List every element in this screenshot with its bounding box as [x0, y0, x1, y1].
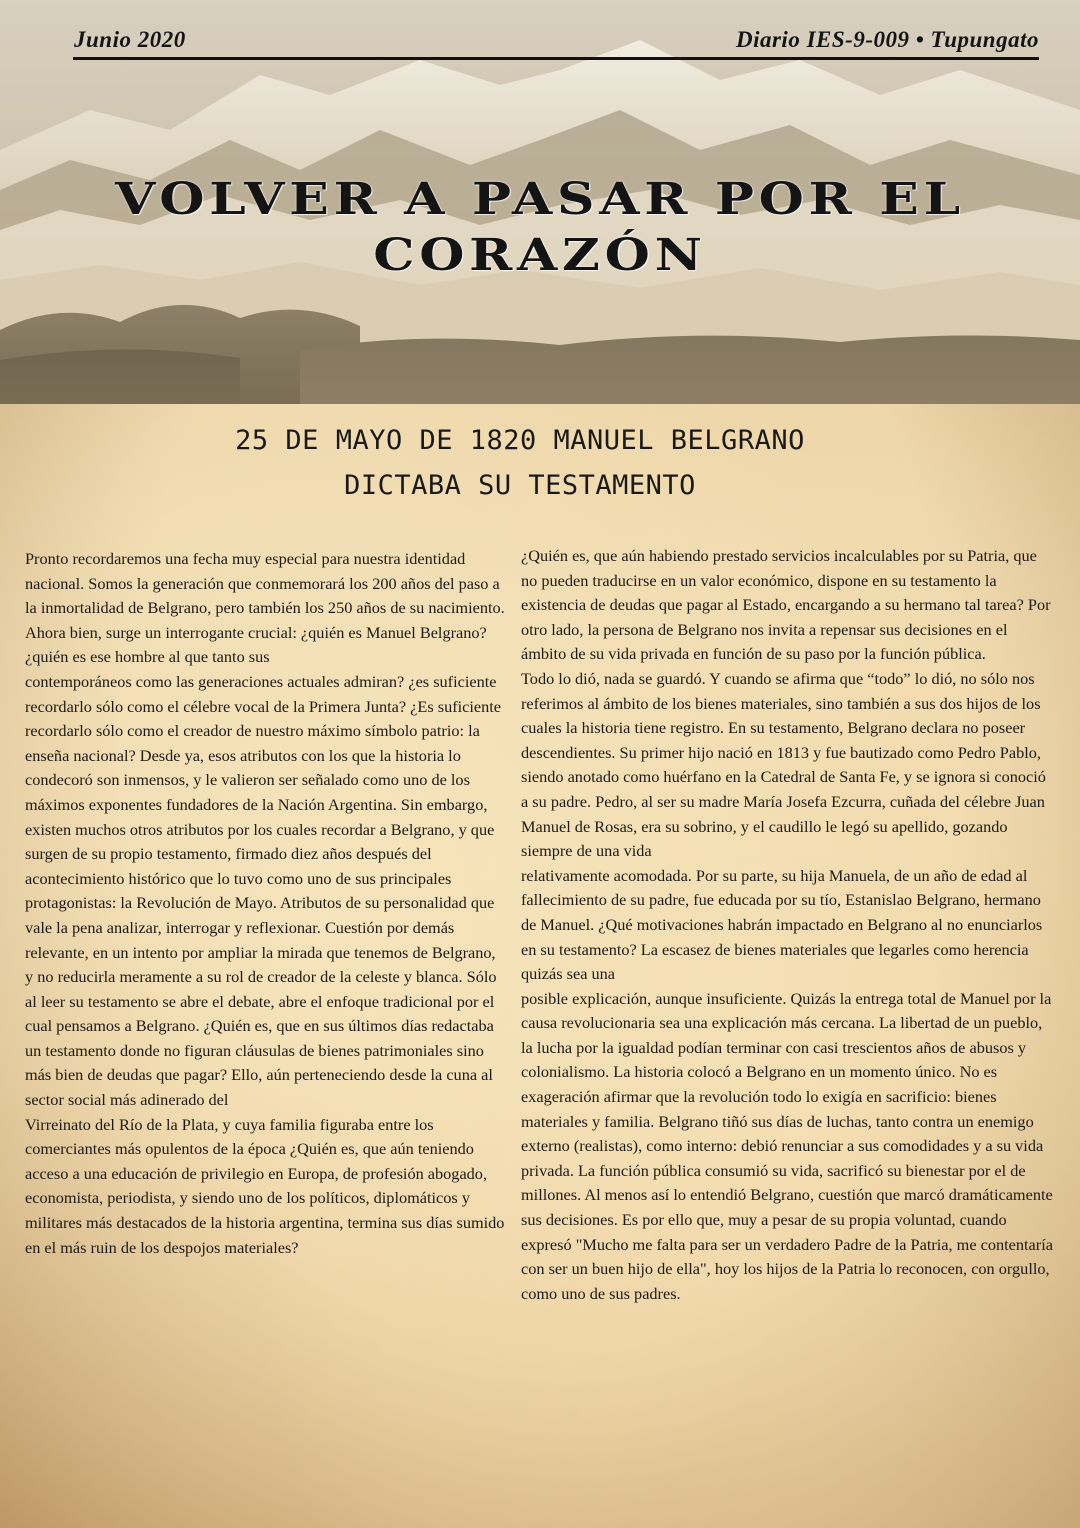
issue-date: Junio 2020: [74, 27, 186, 52]
article-paragraph: relativamente acomodada. Por su parte, su hija Manuela, de un año de edad al fallecimiento de su padre, fue educada por su tío, Estanislao Belgrano, hermano de Manuel. ¿Qué motivaciones habrán impactado en Belgrano al no enunciarlos en su testamento? La escasez de bienes materiales que legarles como herencia quizás sea una: [521, 865, 1043, 984]
main-headline: [0, 172, 1080, 284]
article-paragraph: Virreinato del Río de la Plata, y cuya familia figuraba entre los comerciantes más opulentos de la época ¿Quién es, que aún teniendo acceso a una educación de privilegio en Europa, de profesión abogado, economista, periodista, y siendo uno de los políticos, diplomáticos y militares más destacados de la historia argentina, termina sus días sumido en el más ruin de los despojos materiales?: [25, 1114, 505, 1257]
subheadline-line-1: 25 DE MAYO DE 1820 MANUEL BELGRANO: [235, 425, 805, 456]
headline-line-2: CORAZÓN: [373, 230, 707, 281]
article-paragraph: Pronto recordaremos una fecha muy especial para nuestra identidad nacional. Somos la generación que conmemorará los 200 años del paso a la inmortalidad de Belgrano, pero también los 250 años de su nacimiento. Ahora bien, surge un interrogante crucial: ¿quién es Manuel Belgrano? ¿quién es ese hombre al que tanto sus: [25, 549, 505, 667]
article-column-right: [521, 544, 1056, 1306]
article-paragraph: descendientes. Su primer hijo nació en 1813 y fue bautizado como Pedro Pablo, siendo anotado como huérfano en la Catedral de Santa Fe, y se ignora si conoció a su padre. Pedro, al ser su madre María Josefa Ezcurra, cuñada del célebre Juan Manuel de Rosas, era su sobrino, y el caudillo le legó su apellido, gozando siempre de una vida: [521, 742, 1046, 861]
subheadline-line-2: DICTABA SU TESTAMENTO: [344, 470, 696, 501]
article-paragraph: contemporáneos como las generaciones actuales admiran? ¿es suficiente recordarlo sólo como el célebre vocal de la Primera Junta? ¿Es suficiente recordarlo sólo como el creador de nuestro máximo símbolo patrio: la enseña nacional? Desde ya, esos atributos con los que la historia lo condecoró son inmensos, y le valieron ser señalado como uno de los máximos exponentes fundadores de la Nación Argentina. Sin embargo, existen muchos otros atributos por los cuales recordar a Belgrano, y que surgen de su propio testamento, firmado diez años después del acontecimiento histórico que lo tuvo como uno de sus principales protagonistas: la Revolución de Mayo. Atributos de su personalidad que vale la pena analizar, interrogar y reflexionar. Cuestión por demás relevante, en un intento por ampliar la mirada que tenemos de Belgrano, y no reducirla meramente a su rol de creador de la celeste y blanca. Sólo al leer su testamento se abre el debate, abre el enfoque tradicional por el cual pensamos a Belgrano. ¿Quién es, que en sus últimos días redactaba un testamento donde no figuran cláusulas de bienes patrimoniales sino más bien de deudas que pagar? Ello, aún perteneciendo desde la cuna al sector social más adinerado del: [25, 671, 502, 1110]
article-paragraph: posible explicación, aunque insuficiente. Quizás la entrega total de Manuel por la causa revolucionaria sea una explicación más cercana. La libertad de un pueblo, la lucha por la igualdad podían terminar con casi trescientos años de abusos y colonialismo. La historia colocó a Belgrano en un momento único. No es exageración afirmar que la revolución todo lo exigía en sacrificio: bienes materiales y familia. Belgrano tiñó sus días de luchas, tanto contra un enemigo externo (realistas), como interno: debió renunciar a sus comodidades y a su vida privada. La función pública consumió su vida, sacrificó su bienestar por el de millones. Al menos así lo entendió Belgrano, cuestión que marcó dramáticamente sus decisiones. Es por ello que, muy a pesar de su propia voluntad, cuando expresó "Mucho me falta para ser un verdadero Padre de la Patria, me contentaría con ser un buen hijo de ella", hoy los hijos de la Patria lo reconocen, con orgullo, como uno de sus padres.: [521, 988, 1053, 1303]
article-column-left: [25, 547, 505, 1260]
subheadline: [100, 418, 940, 508]
publication-name: Diario IES-9-009 • Tupungato: [735, 27, 1039, 52]
headline-line-1: VOLVER A PASAR POR EL: [115, 174, 965, 225]
article-paragraph: Todo lo dió, nada se guardó. Y cuando se afirma que “todo” lo dió, no sólo nos referimos al ámbito de los bienes materiales, sino también a sus dos hijos de los cuales la historia tiene registro. En su testamento, Belgrano declara no poseer: [521, 668, 1041, 738]
header-rule: [73, 57, 1039, 60]
article-paragraph: ¿Quién es, que aún habiendo prestado servicios incalculables por su Patria, que no pueden traducirse en un valor económico, dispone en su testamento la existencia de deudas que pagar al Estado, encargando a su hermano tal tarea? Por otro lado, la persona de Belgrano nos invita a repensar sus decisiones en el ámbito de su vida privada en función de su paso por la función pública.: [521, 546, 1051, 664]
